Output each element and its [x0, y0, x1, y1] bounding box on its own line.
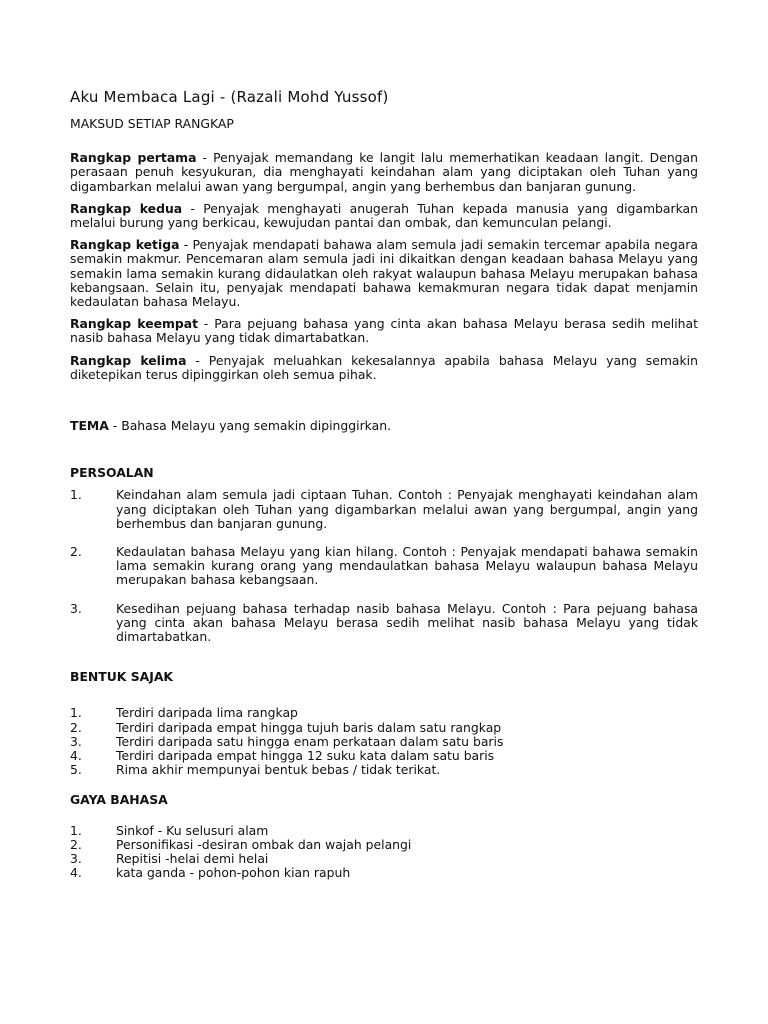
list-item	[70, 852, 698, 866]
item-number: 2.	[70, 544, 82, 560]
document-title: Aku Membaca Lagi - (Razali Mohd Yussof)	[70, 88, 389, 106]
rangkap-label: Rangkap keempat	[70, 316, 199, 332]
item-number: 3.	[70, 733, 82, 749]
item-number: 4.	[70, 865, 82, 881]
list-item	[70, 866, 698, 880]
rangkap-text: - Penyajak mendapati bahawa alam semula jadi semakin tercemar apabila negara semakin makmur. Pencemaran alam semula jadi ini dikaitkan dengan keadaan bahasa Melayu yang semakin lama semakin kurang didaulatkan oleh rakyat walaupun bahasa Melayu merupakan bahasa kebangsaan. Selain itu, penyajak mendapati bahawa kemakmuran negara tidak dapat menjamin kedaulatan bahasa Melayu.	[70, 237, 698, 310]
item-text: Terdiri daripada satu hingga enam perkataan dalam satu baris	[116, 733, 504, 749]
rangkap-text: - Penyajak menghayati anugerah Tuhan kepada manusia yang digambarkan melalui burung yang berkicau, kewujudan pantai dan ombak, dan kemunculan pelangi.	[70, 200, 698, 231]
rangkap-label: Rangkap kelima	[70, 352, 187, 368]
list-item	[70, 545, 698, 588]
item-text: Rima akhir mempunyai bentuk bebas / tidak terikat.	[116, 762, 441, 778]
gaya-list	[70, 824, 698, 881]
item-number: 4.	[70, 748, 82, 764]
list-item	[70, 721, 698, 735]
rangkap-label: Rangkap kedua	[70, 200, 183, 216]
item-number: 5.	[70, 762, 82, 778]
list-item	[70, 838, 698, 852]
rangkap-paragraph	[70, 317, 698, 345]
item-text: Terdiri daripada empat hingga tujuh baris dalam satu rangkap	[116, 719, 502, 735]
item-number: 3.	[70, 600, 82, 616]
item-text: Kedaulatan bahasa Melayu yang kian hilang. Contoh : Penyajak mendapati bahawa semakin lama semakin kurang orang yang mendaulatkan bahasa Melayu walaupun bahasa Melayu merupakan bahasa kebangsaan.	[116, 544, 698, 588]
gaya-heading: GAYA BAHASA	[70, 791, 168, 807]
tema-text: - Bahasa Melayu yang semakin dipinggirkan.	[108, 418, 392, 434]
list-item	[70, 488, 698, 531]
item-text: Repitisi -helai demi helai	[116, 851, 269, 867]
tema-line	[70, 419, 698, 433]
item-number: 1.	[70, 822, 82, 838]
list-item	[70, 602, 698, 645]
list-item	[70, 735, 698, 749]
item-text: Keindahan alam semula jadi ciptaan Tuhan. Contoh : Penyajak menghayati keindahan alam yang diciptakan oleh Tuhan yang digambarkan melalui awan yang bergumpal, angin yang berhembus dan banjaran gunung.	[116, 487, 698, 531]
bentuk-heading: BENTUK SAJAK	[70, 669, 174, 685]
item-number: 2.	[70, 836, 82, 852]
item-number: 1.	[70, 487, 82, 503]
list-item	[70, 706, 698, 720]
rangkap-label: Rangkap pertama	[70, 150, 197, 166]
item-text: Terdiri daripada lima rangkap	[116, 705, 298, 721]
item-text: Personifikasi -desiran ombak dan wajah pelangi	[116, 836, 412, 852]
tema-label: TEMA	[70, 418, 109, 434]
section-subtitle: MAKSUD SETIAP RANGKAP	[70, 116, 234, 131]
item-text: Kesedihan pejuang bahasa terhadap nasib bahasa Melayu. Contoh : Para pejuang bahasa yang cinta akan bahasa Melayu berasa sedih melihat nasib bahasa Melayu yang tidak dimartabatkan.	[116, 600, 698, 645]
rangkap-paragraph	[70, 202, 698, 230]
item-text: kata ganda - pohon-pohon kian rapuh	[116, 865, 351, 881]
rangkap-paragraph	[70, 151, 698, 194]
rangkap-label: Rangkap ketiga	[70, 237, 180, 253]
list-item	[70, 824, 698, 838]
rangkap-text: - Penyajak meluahkan kekesalannya apabila bahasa Melayu yang semakin diketepikan terus dipinggirkan oleh semua pihak.	[70, 352, 698, 382]
persoalan-heading: PERSOALAN	[70, 465, 154, 481]
list-item	[70, 749, 698, 763]
list-item	[70, 763, 698, 777]
item-text: Sinkof - Ku selusuri alam	[116, 822, 269, 838]
rangkap-paragraph	[70, 238, 698, 309]
item-number: 1.	[70, 705, 82, 721]
rangkap-text: - Para pejuang bahasa yang cinta akan bahasa Melayu berasa sedih melihat nasib bahasa Melayu yang tidak dimartabatkan.	[70, 316, 698, 346]
rangkap-paragraph	[70, 354, 698, 382]
item-number: 3.	[70, 851, 82, 867]
item-number: 2.	[70, 719, 82, 735]
rangkap-text: - Penyajak memandang ke langit lalu memerhatikan keadaan langit. Dengan perasaan penuh kesyukuran, dia menghayati keindahan alam yang diciptakan oleh Tuhan yang digambarkan melalui awan yang bergumpal, angin yang berhembus dan banjaran gunung.	[70, 150, 698, 194]
document-page	[70, 88, 698, 881]
persoalan-list	[70, 488, 698, 644]
item-text: Terdiri daripada empat hingga 12 suku kata dalam satu baris	[116, 748, 495, 764]
bentuk-list	[70, 706, 698, 777]
